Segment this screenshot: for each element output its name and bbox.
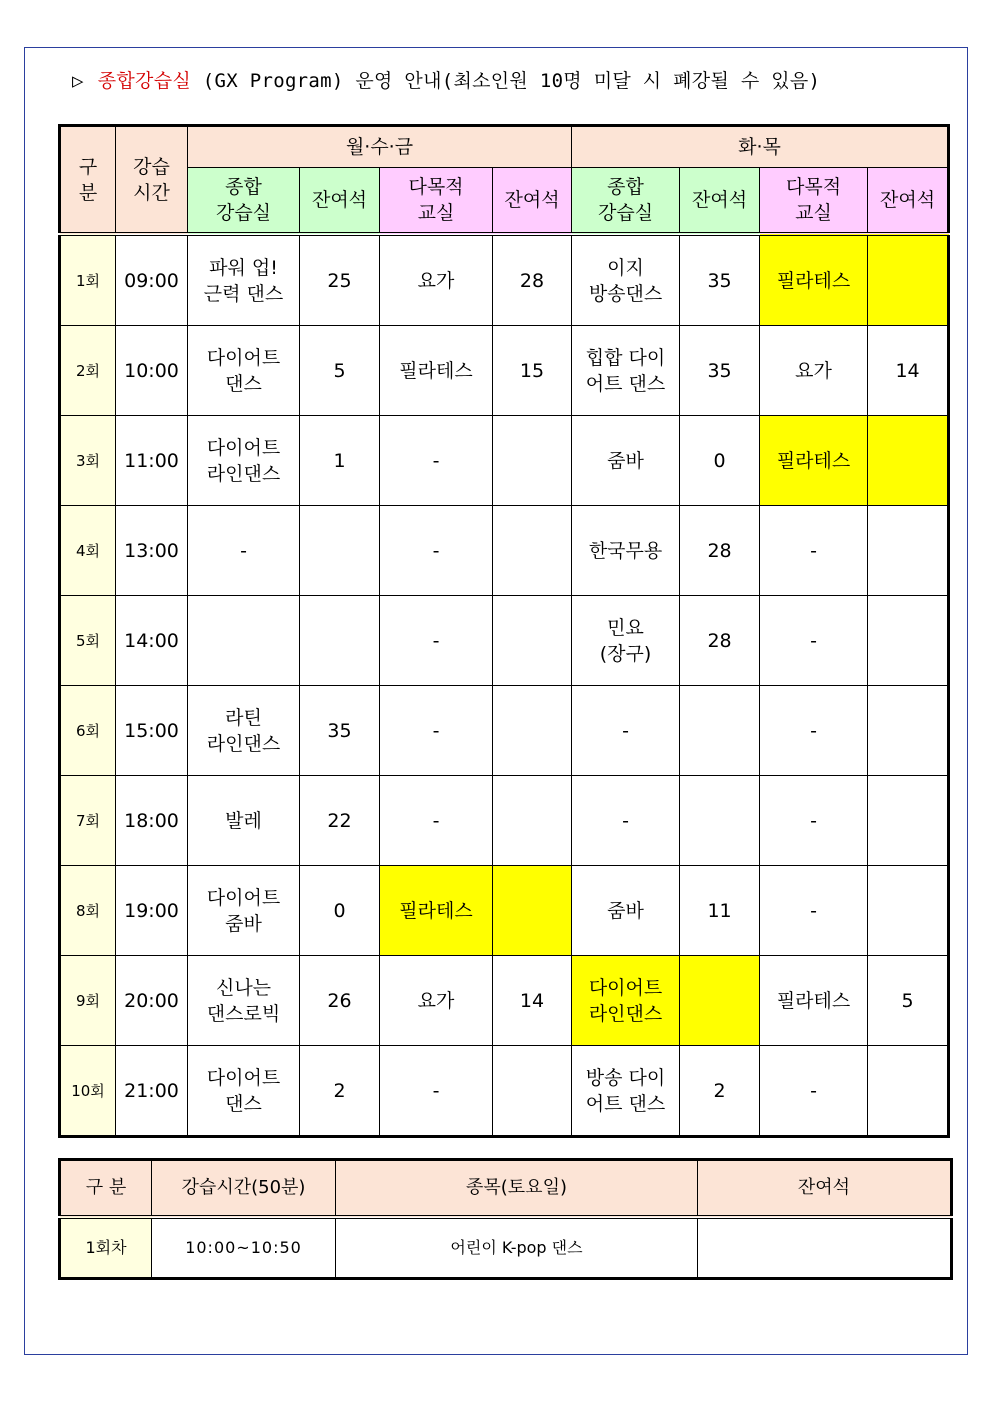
- subheader-a-multi-room: 다목적 교실: [380, 168, 493, 235]
- cell-b-gen-seats: 2: [680, 1046, 760, 1137]
- cell-session: 4회: [60, 506, 116, 596]
- subheader-b-general-room: 종합 강습실: [572, 168, 680, 235]
- cell-time: 09:00: [116, 234, 188, 326]
- cell-a-gen: 발레: [188, 776, 300, 866]
- weekday-schedule-table: [58, 124, 950, 1138]
- cell-b-gen: -: [572, 686, 680, 776]
- cell-b-multi: 필라테스: [760, 234, 868, 326]
- cell-a-multi-seats: 28: [493, 234, 572, 326]
- cell-b-gen-seats: [680, 776, 760, 866]
- cell-b-gen-seats: 35: [680, 234, 760, 326]
- cell-session: 10회: [60, 1046, 116, 1137]
- schedule-row: [60, 416, 949, 506]
- cell-b-gen-seats: [680, 686, 760, 776]
- cell-b-multi-seats: [868, 686, 949, 776]
- cell-session: 6회: [60, 686, 116, 776]
- cell-b-multi: 필라테스: [760, 956, 868, 1046]
- cell-b-multi: 요가: [760, 326, 868, 416]
- cell-a-multi-seats: [493, 1046, 572, 1137]
- cell-a-gen: 다이어트 줌바: [188, 866, 300, 956]
- cell-b-multi-seats: [868, 776, 949, 866]
- cell-b-gen: 민요 (장구): [572, 596, 680, 686]
- cell-a-gen-seats: 1: [300, 416, 380, 506]
- cell-b-gen-seats: [680, 956, 760, 1046]
- cell-a-multi: -: [380, 596, 493, 686]
- cell-b-gen: 다이어트 라인댄스: [572, 956, 680, 1046]
- cell-b-multi-seats: [868, 866, 949, 956]
- cell-a-gen-seats: 2: [300, 1046, 380, 1137]
- cell-session: 5회: [60, 596, 116, 686]
- cell-a-multi-seats: [493, 596, 572, 686]
- sat-time: 10:00~10:50: [152, 1217, 336, 1279]
- cell-b-multi: -: [760, 1046, 868, 1137]
- cell-a-gen: 다이어트 라인댄스: [188, 416, 300, 506]
- cell-a-gen-seats: 0: [300, 866, 380, 956]
- cell-a-gen-seats: 5: [300, 326, 380, 416]
- cell-b-multi: -: [760, 506, 868, 596]
- cell-b-gen-seats: 11: [680, 866, 760, 956]
- cell-a-multi-seats: [493, 686, 572, 776]
- cell-b-gen-seats: 28: [680, 596, 760, 686]
- cell-a-multi-seats: [493, 416, 572, 506]
- cell-time: 11:00: [116, 416, 188, 506]
- cell-b-multi-seats: [868, 416, 949, 506]
- cell-session: 7회: [60, 776, 116, 866]
- cell-a-gen: 다이어트 댄스: [188, 326, 300, 416]
- cell-b-gen: 줌바: [572, 866, 680, 956]
- cell-a-gen-seats: 35: [300, 686, 380, 776]
- cell-a-multi-seats: [493, 776, 572, 866]
- subheader-a-multi-seats: 잔여석: [493, 168, 572, 235]
- cell-b-multi: -: [760, 776, 868, 866]
- sat-seats: [698, 1217, 952, 1279]
- heading-room-name: 종합강습실: [97, 70, 192, 92]
- sat-session: 1회차: [60, 1217, 152, 1279]
- cell-b-multi: -: [760, 686, 868, 776]
- cell-a-gen: [188, 596, 300, 686]
- subheader-a-general-room: 종합 강습실: [188, 168, 300, 235]
- cell-time: 20:00: [116, 956, 188, 1046]
- cell-b-multi-seats: 14: [868, 326, 949, 416]
- subheader-b-general-seats: 잔여석: [680, 168, 760, 235]
- cell-time: 21:00: [116, 1046, 188, 1137]
- cell-time: 13:00: [116, 506, 188, 596]
- cell-b-multi: -: [760, 596, 868, 686]
- subheader-a-general-seats: 잔여석: [300, 168, 380, 235]
- cell-b-multi-seats: [868, 1046, 949, 1137]
- cell-a-multi-seats: [493, 506, 572, 596]
- schedule-row: [60, 1046, 949, 1137]
- cell-a-gen: 신나는 댄스로빅: [188, 956, 300, 1046]
- cell-b-multi: -: [760, 866, 868, 956]
- cell-a-gen-seats: 22: [300, 776, 380, 866]
- cell-a-multi: 필라테스: [380, 326, 493, 416]
- schedule-row: [60, 506, 949, 596]
- cell-a-multi: 요가: [380, 234, 493, 326]
- cell-a-gen-seats: 26: [300, 956, 380, 1046]
- cell-a-gen-seats: [300, 596, 380, 686]
- cell-session: 3회: [60, 416, 116, 506]
- schedule-row: [60, 686, 949, 776]
- schedule-row: [60, 866, 949, 956]
- cell-a-gen: 라틴 라인댄스: [188, 686, 300, 776]
- cell-b-gen: 줌바: [572, 416, 680, 506]
- cell-b-gen: 힙합 다이 어트 댄스: [572, 326, 680, 416]
- cell-b-gen: -: [572, 776, 680, 866]
- cell-b-gen: 방송 다이 어트 댄스: [572, 1046, 680, 1137]
- subheader-b-multi-seats: 잔여석: [868, 168, 949, 235]
- header-tue-thu: 화·목: [572, 126, 949, 168]
- cell-b-gen: 한국무용: [572, 506, 680, 596]
- cell-a-multi: 요가: [380, 956, 493, 1046]
- cell-a-multi: 필라테스: [380, 866, 493, 956]
- cell-b-multi-seats: [868, 234, 949, 326]
- schedule-row: [60, 234, 949, 326]
- cell-a-multi: -: [380, 1046, 493, 1137]
- cell-a-gen: 파워 업! 근력 댄스: [188, 234, 300, 326]
- sat-header-seats: 잔여석: [698, 1160, 952, 1218]
- cell-a-multi-seats: 15: [493, 326, 572, 416]
- cell-b-multi-seats: [868, 506, 949, 596]
- schedule-row: [60, 326, 949, 416]
- cell-a-multi-seats: [493, 866, 572, 956]
- cell-b-gen-seats: 0: [680, 416, 760, 506]
- cell-time: 19:00: [116, 866, 188, 956]
- cell-a-multi: -: [380, 776, 493, 866]
- cell-time: 18:00: [116, 776, 188, 866]
- header-mon-wed-fri: 월·수·금: [188, 126, 572, 168]
- cell-b-gen: 이지 방송댄스: [572, 234, 680, 326]
- header-gubun: 구 분: [60, 126, 116, 235]
- schedule-row: [60, 956, 949, 1046]
- cell-a-multi: -: [380, 686, 493, 776]
- cell-b-multi: 필라테스: [760, 416, 868, 506]
- schedule-row: [60, 596, 949, 686]
- cell-session: 2회: [60, 326, 116, 416]
- sat-header-gubun: 구 분: [60, 1160, 152, 1218]
- cell-b-gen-seats: 28: [680, 506, 760, 596]
- cell-session: 9회: [60, 956, 116, 1046]
- cell-time: 10:00: [116, 326, 188, 416]
- cell-session: 1회: [60, 234, 116, 326]
- saturday-schedule-table: [58, 1158, 953, 1280]
- sat-program: 어린이 K-pop 댄스: [336, 1217, 698, 1279]
- schedule-row: [60, 776, 949, 866]
- cell-a-multi: -: [380, 506, 493, 596]
- subheader-b-multi-room: 다목적 교실: [760, 168, 868, 235]
- sat-header-program: 종목(토요일): [336, 1160, 698, 1218]
- triangle-icon: ▷: [72, 70, 84, 92]
- sat-header-time: 강습시간(50분): [152, 1160, 336, 1218]
- cell-b-multi-seats: 5: [868, 956, 949, 1046]
- cell-a-gen-seats: [300, 506, 380, 596]
- cell-b-multi-seats: [868, 596, 949, 686]
- notice-heading: [72, 66, 820, 93]
- cell-a-multi: -: [380, 416, 493, 506]
- cell-a-gen-seats: 25: [300, 234, 380, 326]
- cell-time: 14:00: [116, 596, 188, 686]
- heading-text: (GX Program) 운영 안내(최소인원 10명 미달 시 폐강될 수 있음): [191, 70, 821, 92]
- cell-a-multi-seats: 14: [493, 956, 572, 1046]
- cell-b-gen-seats: 35: [680, 326, 760, 416]
- cell-a-gen: 다이어트 댄스: [188, 1046, 300, 1137]
- cell-time: 15:00: [116, 686, 188, 776]
- header-time: 강습 시간: [116, 126, 188, 235]
- cell-session: 8회: [60, 866, 116, 956]
- cell-a-gen: -: [188, 506, 300, 596]
